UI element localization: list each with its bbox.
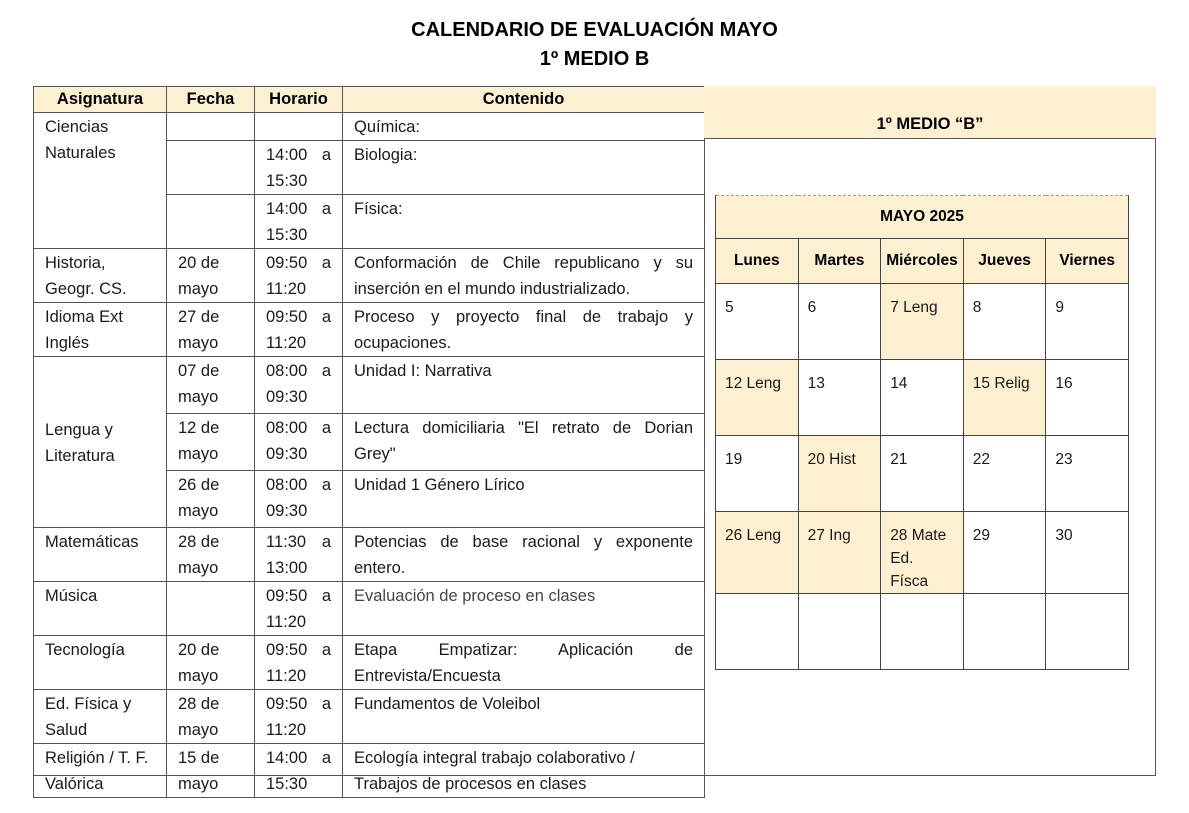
table-row [34,744,705,798]
date-cell: 20 de mayo [167,636,255,690]
date-cell: 07 de mayo [167,357,255,414]
calendar-day-cell: 14 [881,360,964,436]
time-end: 09:30 [266,502,308,520]
table-row [34,113,705,141]
calendar-day-cell: 16 [1046,360,1129,436]
time-cell [255,690,343,744]
time-sep: a [321,749,331,767]
calendar-day-cell: 9 [1046,284,1129,360]
time-start: 09:50 [266,587,308,605]
time-end: 09:30 [266,445,308,463]
time-sep: a [321,308,331,326]
weekday-header: Miércoles [881,239,964,284]
calendar-day-cell: 23 [1046,436,1129,512]
time-end: 11:20 [266,334,307,352]
time-start: 08:00 [266,419,308,437]
content-cell: Ecología integral trabajo colaborativo / Trabajos de procesos en clases [343,744,705,798]
time-end: 15:30 [266,226,308,244]
time-end: 11:20 [266,667,307,685]
table-row [34,249,705,303]
time-end: 11:20 [266,721,307,739]
calendar-day-cell: 7 Leng [881,284,964,360]
weekday-row [716,239,1129,284]
calendar-day-cell [716,594,799,670]
date-cell [167,195,255,249]
table-row [34,690,705,744]
calendar-day-cell: 12 Leng [716,360,799,436]
calendar-day-cell [963,594,1046,670]
weekday-header: Viernes [1046,239,1129,284]
calendar-day-cell: 21 [881,436,964,512]
date-cell: 20 de mayo [167,249,255,303]
table-row [34,528,705,582]
content-cell: Física: [343,195,705,249]
date-cell [167,582,255,636]
time-start: 14:00 [266,200,308,218]
content-cell: Etapa Empatizar: Aplicación de Entrevista/Encuesta [343,636,705,690]
table-row [34,357,705,414]
time-sep: a [321,533,331,551]
time-sep: a [321,476,331,494]
time-cell [255,113,343,141]
weekday-header: Lunes [716,239,799,284]
content-cell: Conformación de Chile republicano y su inserción en el mundo industrializado. [343,249,705,303]
time-sep: a [321,200,331,218]
calendar-day-cell: 20 Hist [798,436,881,512]
weekday-header: Jueves [963,239,1046,284]
time-cell [255,357,343,414]
content-cell: Química: [343,113,705,141]
calendar-day-cell: 27 Ing [798,512,881,594]
time-cell [255,636,343,690]
time-cell [255,528,343,582]
title-block [0,16,1189,74]
calendar-day-cell: 22 [963,436,1046,512]
time-start: 08:00 [266,362,308,380]
date-cell: 26 de mayo [167,471,255,528]
time-end: 11:20 [266,280,307,298]
date-cell: 28 de mayo [167,690,255,744]
date-cell: 15 de mayo [167,744,255,798]
header-fecha: Fecha [167,87,255,113]
content-cell: Biologia: [343,141,705,195]
content-cell: Unidad 1 Género Lírico [343,471,705,528]
time-start: 09:50 [266,641,308,659]
page-title: CALENDARIO DE EVALUACIÓN MAYO [411,19,778,41]
content-cell: Potencias de base racional y exponente entero. [343,528,705,582]
date-cell: 12 de mayo [167,414,255,471]
header-asignatura: Asignatura [34,87,167,113]
table-row [34,636,705,690]
calendar-week [716,594,1129,670]
content-cell: Evaluación de proceso en clases [343,582,705,636]
time-start: 09:50 [266,254,308,272]
table-row [34,303,705,357]
time-cell [255,195,343,249]
date-cell: 28 de mayo [167,528,255,582]
time-cell [255,303,343,357]
calendar-day-cell: 13 [798,360,881,436]
time-cell [255,249,343,303]
date-cell [167,113,255,141]
calendar-day-cell: 6 [798,284,881,360]
time-sep: a [321,695,331,713]
month-calendar [715,195,1129,670]
weekday-header: Martes [798,239,881,284]
header-contenido: Contenido [343,87,705,113]
time-end: 13:00 [266,559,308,577]
calendar-panel-header: 1º MEDIO “B” [704,86,1156,139]
calendar-day-cell: 19 [716,436,799,512]
subject-lengua: Lengua y Literatura [34,357,167,528]
calendar-week [716,436,1129,512]
schedule-table [33,86,705,798]
header-horario: Horario [255,87,343,113]
calendar-day-cell: 30 [1046,512,1129,594]
date-cell [167,141,255,195]
time-sep: a [321,254,331,272]
content-cell: Proceso y proyecto final de trabajo y ocupaciones. [343,303,705,357]
time-start: 09:50 [266,308,308,326]
date-cell: 27 de mayo [167,303,255,357]
time-start: 14:00 [266,749,308,767]
calendar-day-cell: 26 Leng [716,512,799,594]
calendar-day-cell [1046,594,1129,670]
calendar-day-cell: 28 Mate Ed. Físca [881,512,964,594]
calendar-day-cell: 5 [716,284,799,360]
table-row [34,582,705,636]
subject-religion: Religión / T. F. Valórica [34,744,167,798]
subject-matematicas: Matemáticas [34,528,167,582]
time-sep: a [321,419,331,437]
calendar-day-cell [798,594,881,670]
time-end: 09:30 [266,388,308,406]
calendar-week [716,284,1129,360]
time-end: 15:30 [266,775,308,793]
time-start: 09:50 [266,695,308,713]
time-start: 11:30 [266,533,307,551]
subject-musica: Música [34,582,167,636]
subject-ciencias: Ciencias Naturales [34,113,167,249]
subject-ingles: Idioma Ext Inglés [34,303,167,357]
time-cell [255,744,343,798]
time-start: 14:00 [266,146,308,164]
time-start: 08:00 [266,476,308,494]
calendar-week [716,360,1129,436]
time-end: 15:30 [266,172,308,190]
time-sep: a [321,641,331,659]
content-cell: Lectura domiciliaria "El retrato de Dorian Grey" [343,414,705,471]
content-cell: Fundamentos de Voleibol [343,690,705,744]
time-sep: a [321,362,331,380]
calendar-day-cell [881,594,964,670]
header-row [34,87,705,113]
calendar-week [716,512,1129,594]
calendar-month-title: MAYO 2025 [716,196,1129,239]
time-cell [255,471,343,528]
calendar-day-cell: 15 Relig [963,360,1046,436]
calendar-day-cell: 8 [963,284,1046,360]
content-cell: Unidad I: Narrativa [343,357,705,414]
time-cell [255,141,343,195]
subject-edfisica: Ed. Física y Salud [34,690,167,744]
time-sep: a [321,587,331,605]
page-subtitle: 1º MEDIO B [539,48,650,70]
time-end: 11:20 [266,613,307,631]
time-sep: a [321,146,331,164]
time-cell [255,582,343,636]
subject-historia: Historia, Geogr. CS. [34,249,167,303]
subject-tecnologia: Tecnología [34,636,167,690]
calendar-day-cell: 29 [963,512,1046,594]
time-cell [255,414,343,471]
